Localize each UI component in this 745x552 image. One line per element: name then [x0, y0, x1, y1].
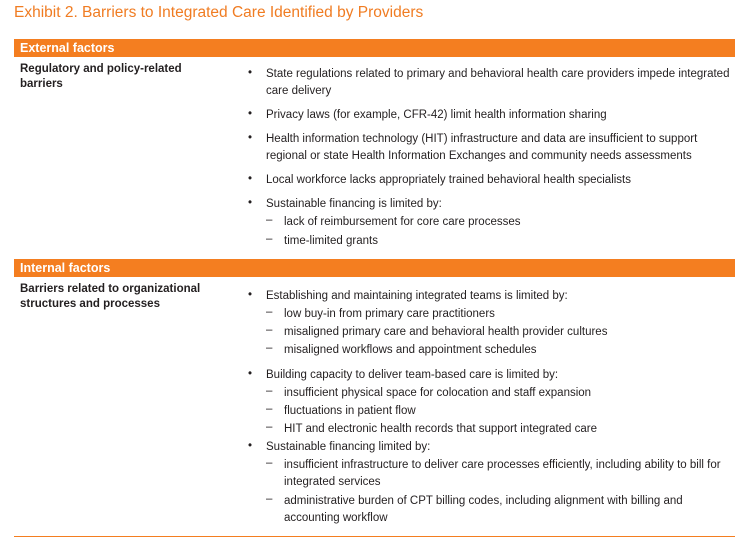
- sub-list-item: insufficient infrastructure to deliver care processes efficiently, including ability to bill for integrated services: [284, 459, 721, 488]
- dash-icon: –: [266, 342, 273, 354]
- list-item: Health information technology (HIT) infrastructure and data are insufficient to support regional or state Health Information Exchanges and community needs assessments: [266, 133, 698, 162]
- dash-icon: –: [266, 457, 273, 469]
- row-label-organizational: Barriers related to organizational structures and processes: [20, 283, 201, 310]
- bullet-icon: •: [248, 368, 253, 380]
- bullet-icon: •: [248, 173, 253, 185]
- bullet-icon: •: [248, 67, 253, 79]
- sub-list-item: fluctuations in patient flow: [284, 405, 416, 417]
- dash-icon: –: [266, 385, 273, 397]
- sub-list-item: misaligned workflows and appointment schedules: [284, 344, 537, 356]
- dash-icon: –: [266, 306, 273, 318]
- dash-icon: –: [266, 233, 273, 245]
- bullet-icon: •: [248, 289, 253, 301]
- table-bottom-rule: [14, 536, 735, 537]
- bullet-icon: •: [248, 108, 253, 120]
- dash-icon: –: [266, 214, 273, 226]
- sub-list-item: lack of reimbursement for core care processes: [284, 216, 521, 228]
- list-item: Building capacity to deliver team-based care is limited by:: [266, 369, 559, 381]
- list-item: Sustainable financing is limited by:: [266, 198, 442, 210]
- bullet-icon: •: [248, 440, 253, 452]
- sub-list-item: time-limited grants: [284, 235, 378, 247]
- sub-list-item: low buy-in from primary care practitioners: [284, 308, 495, 320]
- sub-list-item: administrative burden of CPT billing codes, including alignment with billing and accounting workflow: [284, 495, 683, 524]
- sub-list-item: misaligned primary care and behavioral health provider cultures: [284, 326, 608, 338]
- list-item: Sustainable financing limited by:: [266, 441, 431, 453]
- bullet-icon: •: [248, 132, 253, 144]
- dash-icon: –: [266, 324, 273, 336]
- sub-list-item: HIT and electronic health records that support integrated care: [284, 423, 598, 435]
- dash-icon: –: [266, 403, 273, 415]
- bullet-icon: •: [248, 197, 253, 209]
- list-item: State regulations related to primary and behavioral health care providers impede integrated care delivery: [266, 68, 730, 97]
- list-item: Establishing and maintaining integrated teams is limited by:: [266, 290, 568, 302]
- dash-icon: –: [266, 493, 273, 505]
- sub-list-item: insufficient physical space for colocation and staff expansion: [284, 387, 592, 399]
- list-item: Privacy laws (for example, CFR-42) limit health information sharing: [266, 109, 607, 121]
- list-item: Local workforce lacks appropriately trained behavioral health specialists: [266, 174, 631, 186]
- dash-icon: –: [266, 421, 273, 433]
- section-header-internal: Internal factors: [14, 259, 735, 277]
- section-header-external: External factors: [14, 39, 735, 57]
- exhibit-title: Exhibit 2. Barriers to Integrated Care Identified by Providers: [14, 4, 424, 21]
- row-label-regulatory: Regulatory and policy-related barriers: [20, 63, 182, 90]
